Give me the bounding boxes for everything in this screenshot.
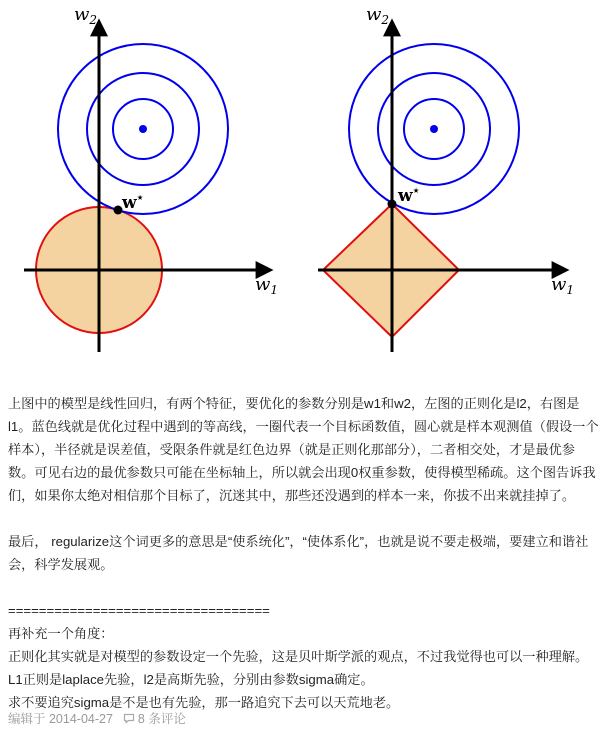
paragraph-line: 求不要追究sigma是不是也有先验，那一路追究下去可以天荒地老。 <box>8 695 400 710</box>
contour-center-dot <box>139 125 147 133</box>
paragraph-gap <box>8 507 602 530</box>
paragraph-line: 上图中的模型是线性回归，有两个特征，要优化的参数分别是w1和w2，左图的正则化是l2，右图是 <box>8 396 580 411</box>
paragraph-line: L1正则是laplace先验，l2是高斯先验，分别由参数sigma确定。 <box>8 672 374 687</box>
paragraph-line: 最后， regularize这个词更多的意思是“使系统化”，“使体系化”，也就是说不要走极端，要建立和谐社 <box>8 534 589 549</box>
speech-bubble-icon <box>123 713 135 724</box>
x-axis-label: $w_1$ <box>551 274 575 297</box>
x-axis-label: $w_1$ <box>255 274 279 297</box>
separator-line: ================================== <box>8 603 270 618</box>
optimum-label: w⋆ <box>122 191 144 213</box>
paragraph-line: 会，科学发展观。 <box>8 557 114 572</box>
answer-meta <box>8 709 186 727</box>
paragraph-line: 们，如果你太绝对相信那个目标了，沉迷其中，那些还没遇到的样本一来，你拔不出来就挂掉了。 <box>8 488 576 503</box>
optimum-label: w⋆ <box>398 184 420 206</box>
paragraph-line: 数。可见右边的最优参数只可能在坐标轴上，所以就会出现0权重参数，使得模型稀疏。这个图告诉我 <box>8 465 596 480</box>
paragraph-line: 样本），半径就是误差值，受限条件就是红色边界（就是正则化那部分），二者相交处，才是最优参 <box>8 442 576 457</box>
answer-body <box>8 392 602 714</box>
right-panel <box>318 4 574 352</box>
comments-link[interactable] <box>123 709 186 727</box>
left-panel <box>24 4 278 352</box>
paragraph-line: l1。蓝色线就是优化过程中遇到的等高线，一圈代表一个目标函数值，圆心就是样本观测值（假设一个 <box>8 419 599 434</box>
optimum-point <box>388 200 397 209</box>
y-axis-label: $w_2$ <box>74 4 98 27</box>
comments-count[interactable]: 8 条评论 <box>137 712 186 726</box>
paragraph-line: 再补充一个角度： <box>8 626 114 641</box>
contour-center-dot <box>430 125 438 133</box>
edited-date[interactable]: 编辑于 2014-04-27 <box>8 712 113 726</box>
y-axis-label: $w_2$ <box>366 4 390 27</box>
paragraph-gap <box>8 576 602 599</box>
paragraph-line: 正则化其实就是对模型的参数设定一个先验，这是贝叶斯学派的观点，不过我觉得也可以一种理解。 <box>8 649 589 664</box>
